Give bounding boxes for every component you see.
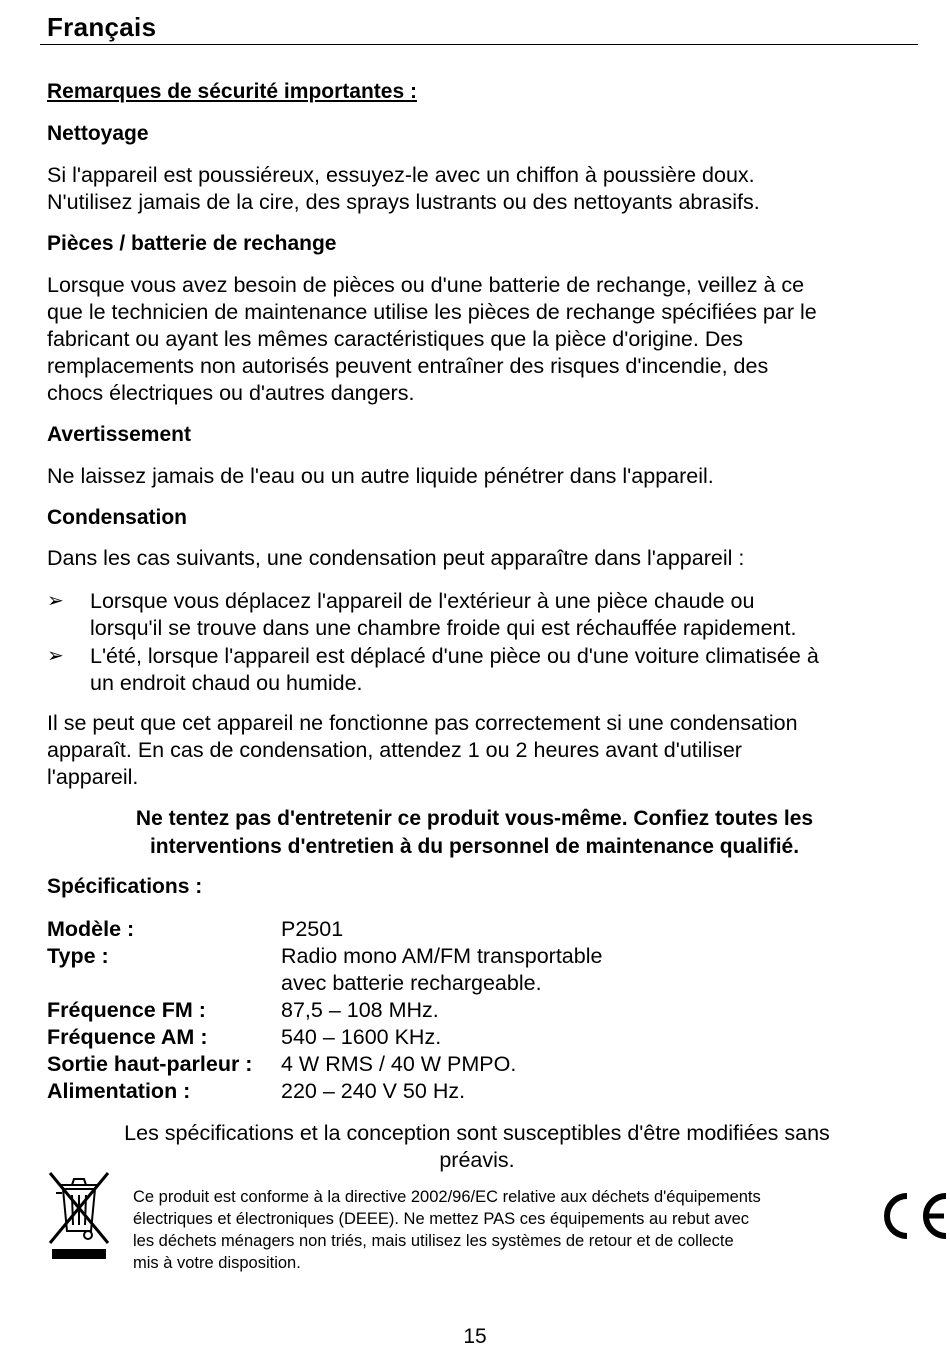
spec-label: Fréquence FM :: [47, 998, 206, 1022]
spec-label: Modèle :: [47, 917, 135, 941]
service-notice: [47, 805, 902, 861]
spec-label: Fréquence AM :: [47, 1025, 208, 1049]
condensation-after: [47, 710, 907, 791]
condensation-intro: Dans les cas suivants, une condensation peut apparaître dans l'appareil :: [47, 546, 745, 570]
arrow-bullet-icon: ➢: [47, 590, 64, 612]
text-line: électriques et électroniques (DEEE). Ne mettez PAS ces équipements au rebut avec: [133, 1210, 750, 1228]
spec-label: Type :: [47, 944, 109, 968]
crossed-out-wheelie-bin-icon: [46, 1165, 112, 1265]
parts-text: [47, 272, 907, 407]
text-line: que le technicien de maintenance utilise les pièces de rechange spécifiées par le: [47, 300, 817, 324]
text-line: fabricant ou ayant les mêmes caractéristiques que la pièce d'origine. Des: [47, 327, 744, 351]
text-line: préavis.: [439, 1148, 515, 1172]
language-title: Français: [47, 12, 157, 42]
header-rule: [40, 44, 918, 45]
text-line: L'été, lorsque l'appareil est déplacé d'une pièce ou d'une voiture climatisée à: [90, 644, 819, 668]
safety-title: Remarques de sécurité importantes :: [47, 80, 417, 103]
text-line: Lorsque vous déplacez l'appareil de l'extérieur à une pièce chaude ou: [90, 589, 755, 613]
spec-value: avec batterie rechargeable.: [281, 971, 542, 995]
specs-notice: [47, 1120, 907, 1174]
spec-label: Alimentation :: [47, 1079, 191, 1103]
spec-value: 4 W RMS / 40 W PMPO.: [281, 1052, 517, 1076]
warning-heading: Avertissement: [47, 423, 191, 446]
cleaning-heading: Nettoyage: [47, 122, 149, 145]
specs-heading: Spécifications :: [47, 875, 203, 898]
arrow-bullet-icon: ➢: [47, 645, 64, 667]
text-line: chocs électriques ou d'autres dangers.: [47, 381, 415, 405]
condensation-heading: Condensation: [47, 506, 187, 529]
page-number: 15: [463, 1325, 487, 1348]
spec-value: 540 – 1600 KHz.: [281, 1025, 442, 1049]
spec-label: Sortie haut-parleur :: [47, 1052, 253, 1076]
text-line: Il se peut que cet appareil ne fonctionne pas correctement si une condensation: [47, 711, 798, 735]
text-line: Lorsque vous avez besoin de pièces ou d'une batterie de rechange, veillez à ce: [47, 273, 805, 297]
warning-text: Ne laissez jamais de l'eau ou un autre liquide pénétrer dans l'appareil.: [47, 464, 714, 488]
text-line: remplacements non autorisés peuvent entraîner des risques d'incendie, des: [47, 354, 769, 378]
spec-value: Radio mono AM/FM transportable: [281, 944, 603, 968]
text-line: Ne tentez pas d'entretenir ce produit vous-même. Confiez toutes les: [135, 807, 814, 830]
text-line: les déchets ménagers non triés, mais utilisez les systèmes de retour et de collecte: [133, 1232, 734, 1250]
text-line: apparaît. En cas de condensation, attendez 1 ou 2 heures avant d'utiliser: [47, 738, 742, 762]
text-line: lorsqu'il se trouve dans une chambre froide qui est réchauffée rapidement.: [90, 616, 797, 640]
text-line: mis à votre disposition.: [133, 1254, 301, 1272]
weee-notice: [133, 1186, 855, 1274]
ce-mark-icon: [874, 1188, 950, 1244]
spec-value: 220 – 240 V 50 Hz.: [281, 1079, 466, 1103]
text-line: Les spécifications et la conception sont susceptibles d'être modifiées sans: [124, 1121, 830, 1145]
parts-heading: Pièces / batterie de rechange: [47, 232, 337, 255]
text-line: Ce produit est conforme à la directive 2002/96/EC relative aux déchets d'équipements: [133, 1188, 761, 1206]
text-line: l'appareil.: [47, 765, 139, 789]
spec-value: 87,5 – 108 MHz.: [281, 998, 439, 1022]
spec-value: P2501: [281, 917, 344, 941]
text-line: un endroit chaud ou humide.: [90, 671, 363, 695]
text-line: interventions d'entretien à du personnel de maintenance qualifié.: [149, 835, 800, 858]
cleaning-text: [47, 162, 907, 216]
text-line: Si l'appareil est poussiéreux, essuyez-le avec un chiffon à poussière doux.: [47, 163, 755, 187]
text-line: N'utilisez jamais de la cire, des sprays lustrants ou des nettoyants abrasifs.: [47, 190, 760, 214]
